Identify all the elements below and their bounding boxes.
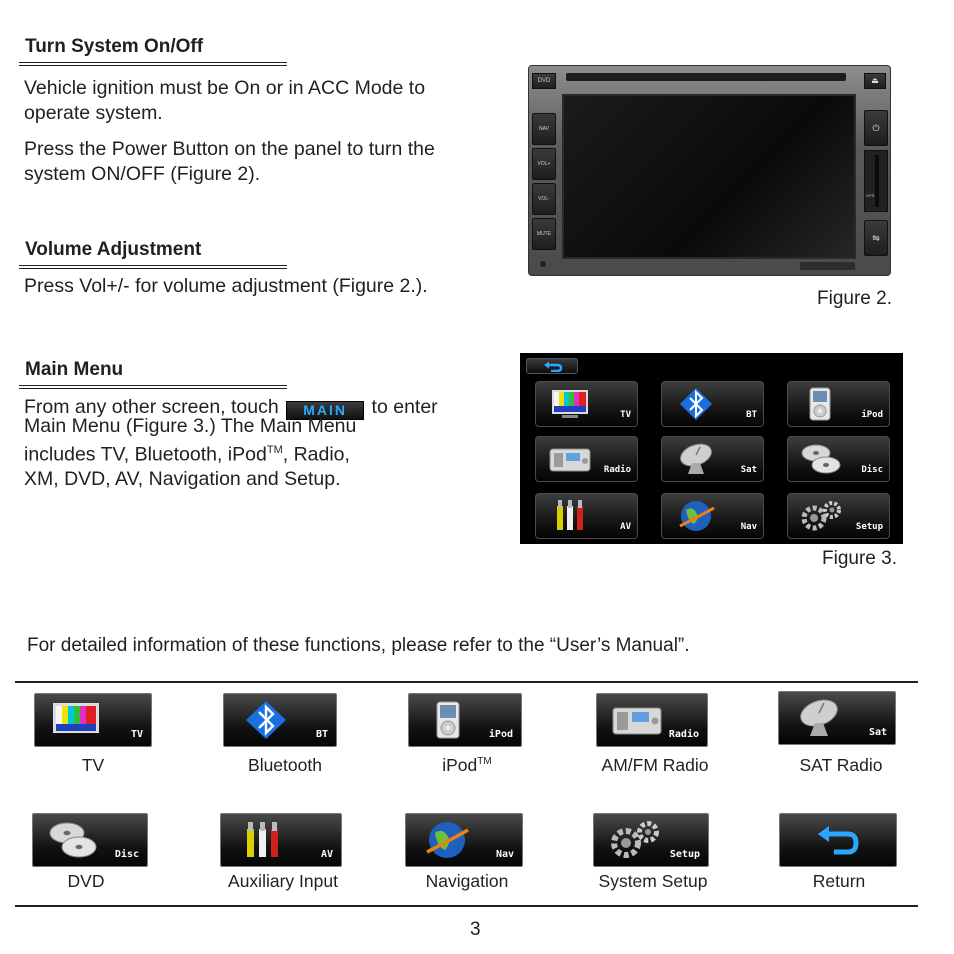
- menu-tile-av[interactable]: [535, 493, 638, 539]
- icon-tile-ipod: [408, 693, 522, 747]
- tile-label: Sat: [868, 727, 887, 738]
- power-button[interactable]: [864, 110, 888, 146]
- menu-tile-nav[interactable]: [661, 493, 764, 539]
- icon-caption-bluetooth: Bluetooth: [248, 755, 322, 775]
- menu-tile-radio[interactable]: [535, 436, 638, 482]
- tile-label: Nav: [495, 849, 514, 860]
- tile-label: Setup: [855, 522, 883, 532]
- trademark-sup: TM: [477, 756, 492, 768]
- menu-tile-bt[interactable]: [661, 381, 764, 427]
- text-line: [24, 438, 504, 467]
- icon-caption-av: Auxiliary Input: [228, 871, 338, 891]
- icon-tile-bluetooth: [223, 693, 337, 747]
- ipod-icon: [423, 699, 479, 741]
- section-heading-turn-on-off: Turn System On/Off: [25, 36, 204, 57]
- tile-label: Disc: [114, 849, 139, 860]
- menu-tile-sat[interactable]: [661, 436, 764, 482]
- tile-label: iPod: [488, 729, 513, 740]
- mic-hole: [540, 261, 546, 267]
- tile-label: BT: [746, 410, 757, 420]
- heading-rule: [19, 385, 287, 389]
- page-number: 3: [470, 919, 481, 940]
- icon-caption-ipod: [408, 755, 526, 776]
- main-button[interactable]: MAIN: [286, 401, 364, 420]
- gears-icon: [800, 498, 844, 534]
- section-heading-volume: Volume Adjustment: [25, 239, 202, 260]
- icon-tile-tv: [34, 693, 152, 747]
- head-unit-screen: [562, 94, 856, 259]
- tile-label: AV: [620, 522, 631, 532]
- tile-label: TV: [620, 410, 631, 420]
- tile-label: iPod: [861, 410, 883, 420]
- table-top-rule: [15, 681, 918, 683]
- return-icon: [543, 361, 563, 372]
- return-icon: [816, 822, 862, 860]
- trademark-sup: TM: [266, 444, 283, 456]
- text-line: system ON/OFF (Figure 2).: [24, 163, 261, 185]
- bluetooth-icon: [674, 386, 718, 422]
- text-span: , Radio,: [282, 443, 350, 466]
- mute-button[interactable]: MUTE: [532, 218, 556, 250]
- text-line: XM, DVD, AV, Navigation and Setup.: [24, 467, 341, 490]
- disc-icon: [47, 819, 103, 861]
- tile-label: Sat: [740, 465, 757, 475]
- icon-caption-tv: TV: [81, 755, 105, 775]
- section-heading-main-menu: Main Menu: [25, 359, 124, 380]
- text-line: Press the Power Button on the panel to turn the: [24, 138, 435, 160]
- icon-tile-av: [220, 813, 342, 867]
- menu-tile-setup[interactable]: [787, 493, 890, 539]
- satellite-dish-icon: [793, 697, 849, 739]
- vol-down-button[interactable]: VOL-: [532, 183, 556, 215]
- usb-icon: ⇋: [872, 233, 880, 243]
- globe-icon: [674, 498, 718, 534]
- tile-label: Nav: [740, 522, 757, 532]
- table-bottom-rule: [15, 905, 918, 907]
- vol-up-button[interactable]: VOL+: [532, 148, 556, 180]
- tile-label: AV: [320, 849, 333, 860]
- caption-text: iPod: [442, 755, 478, 775]
- gps-label: GPS: [866, 193, 875, 198]
- usb-port[interactable]: [864, 220, 888, 256]
- radio-icon: [611, 699, 667, 741]
- main-menu-para: [24, 395, 504, 491]
- volume-para: Press Vol+/- for volume adjustment (Figure 2.).: [24, 275, 428, 297]
- satellite-dish-icon: [674, 441, 718, 477]
- icon-tile-return: [779, 813, 897, 867]
- menu-tile-ipod[interactable]: [787, 381, 890, 427]
- tile-label: Disc: [861, 465, 883, 475]
- globe-icon: [420, 819, 476, 861]
- return-button[interactable]: [526, 358, 578, 374]
- nav-hardware-button[interactable]: NAV: [532, 113, 556, 145]
- figure3-caption: Figure 3.: [822, 548, 897, 569]
- menu-tile-disc[interactable]: [787, 436, 890, 482]
- gears-icon: [608, 819, 664, 861]
- text-line: operate system.: [24, 102, 163, 124]
- tile-label: Radio: [668, 729, 699, 740]
- radio-icon: [548, 441, 592, 477]
- icon-tile-nav: [405, 813, 523, 867]
- main-menu-figure: [520, 353, 903, 544]
- icon-caption-sat: SAT Radio: [799, 755, 883, 775]
- dvd-button[interactable]: DVD: [532, 73, 556, 89]
- disc-icon: [800, 441, 844, 477]
- ipod-icon: [800, 386, 844, 422]
- heading-rule: [19, 265, 287, 269]
- icon-tile-sat: [778, 691, 896, 745]
- tile-label: BT: [315, 729, 328, 740]
- av-cables-icon: [235, 819, 291, 861]
- icon-caption-return: Return: [812, 871, 866, 891]
- tv-icon: [49, 699, 105, 741]
- tile-label: Setup: [669, 849, 700, 860]
- icon-caption-nav: Navigation: [425, 871, 509, 891]
- text-span: includes TV, Bluetooth, iPod: [24, 443, 267, 466]
- text-span: From any other screen, touch: [24, 396, 279, 418]
- tv-icon: [548, 386, 592, 422]
- figure2-caption: Figure 2.: [817, 288, 892, 309]
- menu-tile-tv[interactable]: [535, 381, 638, 427]
- icon-caption-dvd: DVD: [67, 871, 105, 891]
- logo-strip: [800, 262, 855, 270]
- tile-label: Radio: [603, 465, 631, 475]
- reference-note: For detailed information of these functions, please refer to the “User’s Manual”.: [27, 635, 690, 656]
- tile-label: TV: [130, 729, 143, 740]
- text-line: Vehicle ignition must be On or in ACC Mode to: [24, 77, 426, 99]
- card-slot: [875, 155, 879, 207]
- icon-tile-dvd: [32, 813, 148, 867]
- bluetooth-icon: [238, 699, 294, 741]
- eject-button[interactable]: ⏏: [864, 73, 886, 89]
- disc-slot: [566, 73, 846, 81]
- sd-slot: [864, 150, 888, 212]
- icon-tile-radio: [596, 693, 708, 747]
- av-cables-icon: [548, 498, 592, 534]
- text-span: to enter: [371, 396, 438, 418]
- turn-on-off-para1: [24, 76, 494, 126]
- icon-caption-radio: AM/FM Radio: [601, 755, 709, 775]
- icon-caption-setup: System Setup: [598, 871, 708, 891]
- heading-rule: [19, 62, 287, 66]
- turn-on-off-para2: [24, 137, 494, 187]
- text-line: Main Menu (Figure 3.) The Main Menu: [24, 415, 357, 437]
- icon-tile-setup: [593, 813, 709, 867]
- power-icon: ⏻: [872, 123, 880, 133]
